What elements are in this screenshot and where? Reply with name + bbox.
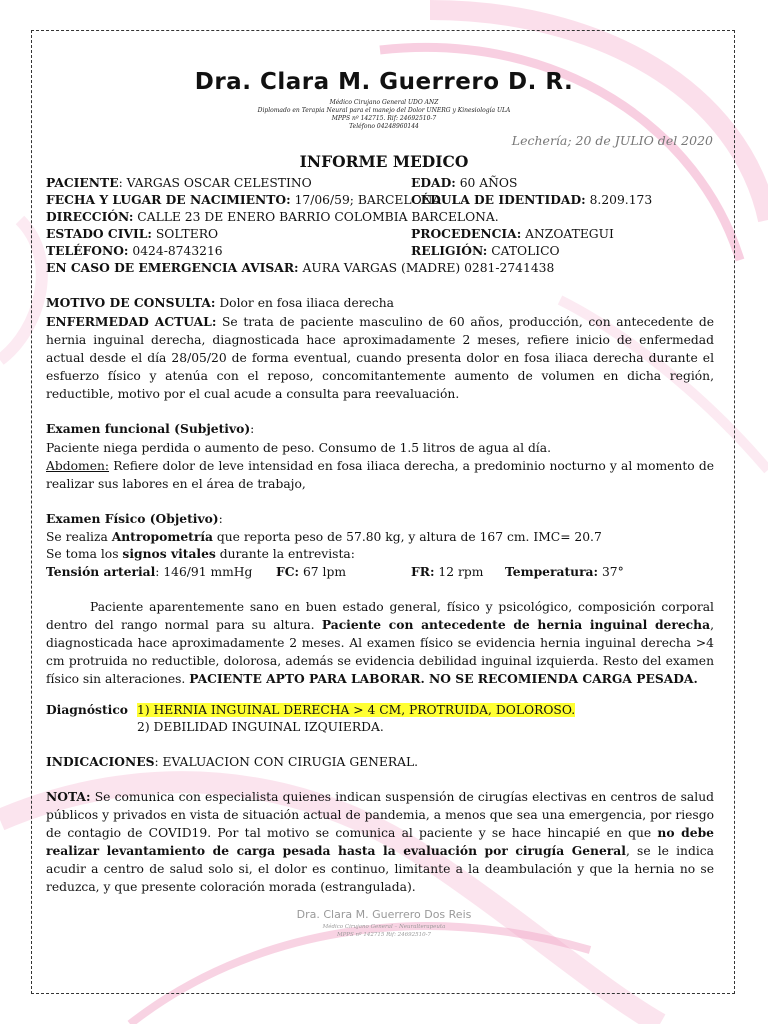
note: NOTA: Se comunica con especialista quienes indican suspensión de cirugías electivas en centros de salud públicos y privados en vista de situación actual de pandemia, a menos que sea una emergencia, por riesgo de contagio de COVID19. Por tal motivo se comunica al paciente y se hace hincapié en que no debe realizar levantamiento de carga pesada hasta la evaluación por cirugía General, se le indica acudir a centro de salud solo si, el dolor es continuo, limitante a la deambulación y que la hernia no se reduzca, y que presente coloración morada (estrangulada). (46, 789, 714, 894)
respiratory-rate: FR: 12 rpm (411, 564, 484, 579)
credential-line-2: Diplomado en Terapia Neural para el manejo del Dolor UNERG y Kinesiología ULA (257, 107, 511, 114)
emergency-contact: EN CASO DE EMERGENCIA AVISAR: AURA VARGAS (MADRE) 0281-2741438 (46, 260, 555, 275)
diagnosis-label: Diagnóstico (46, 702, 129, 717)
patient-address: DIRECCIÓN: CALLE 23 DE ENERO BARRIO COLOMBIA BARCELONA. (46, 209, 499, 224)
credential-line-4: Teléfono 04248960144 (349, 123, 419, 130)
anthropometry: Se realiza Antropometría que reporta peso de 57.80 kg, y altura de 167 cm. IMC= 20.7 (46, 529, 602, 544)
patient-religion: RELIGIÓN: CATOLICO (411, 243, 560, 258)
credential-line-1: Médico Cirujano General UDO ANZ (329, 99, 439, 106)
physical-summary: Paciente aparentemente sano en buen estado general, físico y psicológico, composición corporal dentro del rango normal para su altura. Paciente con antecedente de hernia inguinal derecha, diagnosticada hace aproximadamente 2 meses. Al examen físico se evidencia hernia inguinal derecha >4 cm protruida no reductible, dolorosa, además se evidencia debilidad inguinal izquierda. Resto del examen físico sin alteraciones. PACIENTE APTO PARA LABORAR. NO SE RECOMIENDA CARGA PESADA. (46, 600, 714, 686)
signature-registry: MPPS nº 142715 Rif: 24692510-7 (336, 932, 432, 938)
patient-id: CÉDULA DE IDENTIDAD: 8.209.173 (411, 192, 653, 207)
vital-signs-intro: Se toma los signos vitales durante la entrevista: (46, 546, 355, 561)
place-date: Lechería; 20 de JULIO del 2020 (511, 133, 713, 148)
signature-title: Médico Cirujano General – Neuralterapeuta (322, 924, 446, 930)
blood-pressure: Tensión arterial: 146/91 mmHg (46, 564, 253, 579)
doctor-name: Dra. Clara M. Guerrero D. R. (194, 69, 574, 95)
indications: INDICACIONES: EVALUACION CON CIRUGIA GENERAL. (46, 754, 419, 769)
consult-reason: MOTIVO DE CONSULTA: Dolor en fosa iliaca derecha (46, 295, 395, 310)
functional-exam-heading: Examen funcional (Subjetivo): (46, 421, 255, 436)
patient-origin: PROCEDENCIA: ANZOATEGUI (411, 226, 614, 241)
diagnosis-item-2: 2) DEBILIDAD INGUINAL IZQUIERDA. (137, 720, 384, 734)
functional-line: Paciente niega perdida o aumento de peso. Consumo de 1.5 litros de agua al día. (46, 441, 551, 455)
signature-name: Dra. Clara M. Guerrero Dos Reis (296, 908, 472, 921)
diagnosis-item-1: 1) HERNIA INGUINAL DERECHA > 4 CM, PROTRUIDA, DOLOROSO. (137, 703, 576, 717)
patient-phone: TELÉFONO: 0424-8743216 (46, 243, 223, 258)
abdomen-finding: Abdomen: Refiere dolor de leve intensidad en fosa iliaca derecha, a predominio nocturno y al momento de realizar sus labores en el área de trabajo, (46, 459, 714, 491)
credential-line-3: MPPS nº 142715. Rif: 24692510-7 (331, 115, 437, 122)
heart-rate: FC: 67 lpm (276, 564, 346, 579)
physical-exam-heading: Examen Físico (Objetivo): (46, 511, 223, 526)
patient-age: EDAD: 60 AÑOS (411, 175, 518, 190)
temperature: Temperatura: 37° (505, 564, 624, 579)
report-title: INFORME MEDICO (299, 152, 469, 171)
patient-civil-status: ESTADO CIVIL: SOLTERO (46, 226, 219, 241)
patient-name: PACIENTE: VARGAS OSCAR CELESTINO (46, 175, 312, 190)
patient-birth: FECHA Y LUGAR DE NACIMIENTO: 17/06/59; BARCELONA (46, 192, 442, 207)
current-illness: ENFERMEDAD ACTUAL: Se trata de paciente masculino de 60 años, producción, con antecedente de hernia inguinal derecha, diagnosticada hace aproximadamente 2 meses, refiere inicio de enfermedad actual desde el día 28/05/20 de forma eventual, cuando presenta dolor en fosa iliaca derecha durante el esfuerzo físico y atenúa con el reposo, concomitantemente aumento de volumen en dicha región, reductible, motivo por el cual acude a consulta para reevaluación. (46, 314, 714, 401)
